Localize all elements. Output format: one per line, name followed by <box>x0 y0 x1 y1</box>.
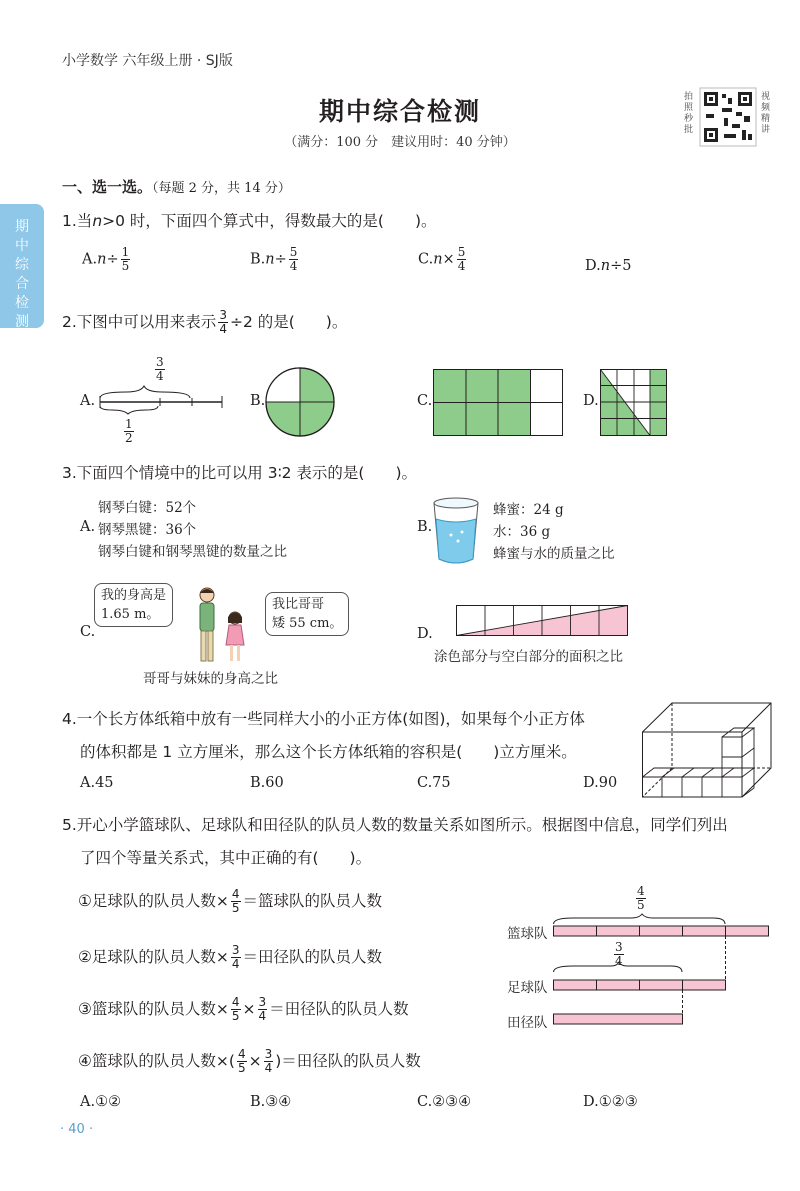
q5-line1 <box>62 813 728 835</box>
q5-eq3-frac1 <box>231 996 241 1023</box>
q5-eq1-frac <box>231 888 241 915</box>
q4-option-b[interactable]: B.60 <box>250 775 284 791</box>
q1-b-var: n <box>265 251 275 268</box>
question-3 <box>62 461 417 483</box>
q4-option-c[interactable]: C.75 <box>417 775 451 791</box>
q4-box-diagram <box>642 702 772 798</box>
qr-right-caption: 视频精讲 <box>761 92 771 135</box>
q3-c-bubble2-line2: 矮 55 cm。 <box>272 616 343 631</box>
q1-text-a: 当 <box>76 212 93 230</box>
q5-bar-frac-top <box>636 885 646 912</box>
qr-left-caption: 拍照秒批 <box>684 92 694 135</box>
section-title: 一、选一选。 <box>62 178 153 196</box>
side-tab <box>0 204 44 328</box>
q1-c-op: × <box>442 251 455 268</box>
q5-option-a[interactable]: A.①② <box>80 1094 122 1110</box>
side-tab-label: 期中综合检测 <box>15 219 29 330</box>
q5-eq4-frac1 <box>237 1048 247 1075</box>
q5-equation-3 <box>78 996 409 1023</box>
q1-c-var: n <box>433 251 443 268</box>
q5-eq3-mid: × <box>242 1000 256 1018</box>
q2-a-bottom-num: 1 <box>125 417 133 431</box>
q5-eq4-num1: 4 <box>237 1047 246 1061</box>
section-heading <box>62 176 291 197</box>
q1-b-op: ÷ <box>274 251 287 268</box>
q5-bar-diagram <box>553 914 773 1026</box>
q1-c-prefix: C. <box>418 251 434 268</box>
q1-number: 1. <box>62 212 77 230</box>
q2-d-grid-diagram <box>600 369 668 437</box>
q5-eq3-b: ＝田径队的队员人数 <box>269 1000 409 1018</box>
question-1 <box>62 209 437 231</box>
q1-c-frac <box>457 246 467 273</box>
q3-label-d[interactable]: D. <box>417 626 433 642</box>
q5-bar-frac1-den: 5 <box>637 898 645 912</box>
q5-eq4-mid: × <box>248 1052 262 1070</box>
q2-a-line-diagram <box>96 384 226 414</box>
q5-eq2-num: 3 <box>231 943 240 957</box>
q5-eq3-num2: 3 <box>258 995 267 1009</box>
q5-equation-2 <box>78 944 382 971</box>
book-title: 小学数学 六年级上册 · SJ版 <box>62 53 233 69</box>
q1-option-b[interactable] <box>250 246 300 273</box>
q5-equation-4 <box>78 1048 421 1075</box>
q2-a-top-den: 4 <box>156 369 164 383</box>
q3-c-bubble1-line1: 我的身高是 <box>101 588 167 603</box>
children-icon <box>182 585 262 669</box>
q1-b-frac <box>289 246 299 273</box>
q3-d-caption: 涂色部分与空白部分的面积之比 <box>434 649 623 665</box>
q1-a-frac <box>121 246 131 273</box>
q2-frac-den: 4 <box>219 322 227 336</box>
q1-a-var: n <box>97 251 107 268</box>
q3-number: 3. <box>62 464 77 482</box>
q1-d-var: n <box>600 258 611 274</box>
q4-number: 4. <box>62 710 77 728</box>
q3-b-line3: 蜂蜜与水的质量之比 <box>493 546 615 562</box>
q1-option-c[interactable] <box>418 246 468 273</box>
q3-b-line1: 蜂蜜：24 g <box>493 502 564 518</box>
q3-c-bubble-sister <box>265 592 349 636</box>
q2-label-b[interactable]: B. <box>250 393 266 409</box>
q5-eq4-a: ④篮球队的队员人数×( <box>78 1052 235 1070</box>
q2-label-d[interactable]: D. <box>583 393 599 409</box>
q3-a-line3: 钢琴白键和钢琴黑键的数量之比 <box>98 544 287 560</box>
q2-a-top-num: 3 <box>156 355 164 369</box>
q2-label-c[interactable]: C. <box>417 393 433 409</box>
q3-b-line2: 水：36 g <box>493 524 551 540</box>
q3-a-line1: 钢琴白键：52个 <box>98 500 197 516</box>
q4-option-d[interactable]: D.90 <box>583 775 618 791</box>
q3-label-c[interactable]: C. <box>80 624 96 640</box>
q1-c-num: 5 <box>457 245 466 259</box>
q5-eq3-a: ③篮球队的队员人数× <box>78 1000 229 1018</box>
page-number-value: 40 <box>68 1122 85 1137</box>
page-number: · 40 · <box>60 1122 94 1137</box>
q1-a-num: 1 <box>121 245 130 259</box>
q5-bar-frac2-den: 4 <box>615 954 623 968</box>
q1-var: n <box>92 212 103 230</box>
q5-option-c[interactable]: C.②③④ <box>417 1094 472 1110</box>
q1-d-rest: ÷5 <box>610 258 632 274</box>
glass-icon <box>431 497 481 567</box>
q5-bar-frac2-num: 3 <box>615 940 623 954</box>
q1-option-d[interactable] <box>585 258 631 274</box>
q5-eq1-num: 4 <box>231 887 240 901</box>
q5-eq2-a: ②足球队的队员人数× <box>78 948 229 966</box>
q5-eq4-den2: 4 <box>264 1061 273 1075</box>
q2-b-circle-diagram <box>265 367 335 437</box>
bar-label-football: 足球队 <box>507 980 548 996</box>
q1-b-den: 4 <box>289 259 298 273</box>
q2-text-a: 下图中可以用来表示 <box>76 313 217 331</box>
q2-a-bottom-den: 2 <box>125 431 133 445</box>
q5-eq2-den: 4 <box>231 957 240 971</box>
q5-eq4-den1: 5 <box>237 1061 246 1075</box>
q3-c-bubble-brother <box>94 583 173 627</box>
q5-bar-frac1-num: 4 <box>637 884 645 898</box>
q5-number: 5. <box>62 816 77 834</box>
bar-label-track: 田径队 <box>507 1015 548 1031</box>
q1-option-a[interactable] <box>82 246 132 273</box>
q5-eq2-b: ＝田径队的队员人数 <box>242 948 383 966</box>
q2-number: 2. <box>62 313 77 331</box>
q3-d-bar-diagram <box>456 605 630 637</box>
q2-a-top-frac <box>155 356 165 383</box>
q2-text-b: ÷2 的是( )。 <box>229 313 348 331</box>
q2-c-grid-diagram <box>433 369 565 437</box>
qr-code-icon[interactable] <box>700 88 756 146</box>
q2-a-bottom-frac <box>124 418 134 445</box>
q2-label-a[interactable]: A. <box>80 393 96 409</box>
q1-a-den: 5 <box>121 259 130 273</box>
q4-option-a[interactable]: A.45 <box>80 775 114 791</box>
page-title: 期中综合检测 <box>318 97 481 126</box>
q3-a-line2: 钢琴黑键：36个 <box>98 522 197 538</box>
q5-eq3-frac2 <box>258 996 268 1023</box>
q1-b-num: 5 <box>289 245 298 259</box>
q5-option-d[interactable]: D.①②③ <box>583 1094 638 1110</box>
bar-label-basketball: 篮球队 <box>507 926 548 942</box>
q1-c-den: 4 <box>457 259 466 273</box>
section-note: （每题 2 分，共 14 分） <box>152 181 291 196</box>
q4-line2: 的体积都是 1 立方厘米，那么这个长方体纸箱的容积是( )立方厘米。 <box>80 743 577 761</box>
q3-label-b[interactable]: B. <box>417 519 433 535</box>
q5-eq1-den: 5 <box>231 901 240 915</box>
q2-frac-num: 3 <box>219 308 227 322</box>
q3-label-a[interactable]: A. <box>80 519 96 535</box>
q1-d-prefix: D. <box>585 258 601 274</box>
q3-text: 下面四个情境中的比可以用 3∶2 表示的是( )。 <box>76 464 418 482</box>
q1-a-op: ÷ <box>106 251 119 268</box>
q3-c-bubble1-line2: 1.65 m。 <box>101 607 160 622</box>
q5-eq4-num2: 3 <box>264 1047 273 1061</box>
page-subtitle: （满分：100 分 建议用时：40 分钟） <box>284 135 516 150</box>
q5-eq4-frac2 <box>264 1048 274 1075</box>
q4-line1 <box>62 707 585 729</box>
q5-eq1-a: ①足球队的队员人数× <box>78 892 229 910</box>
q5-option-b[interactable]: B.③④ <box>250 1094 292 1110</box>
question-2 <box>62 309 347 336</box>
q3-c-caption: 哥哥与妹妹的身高之比 <box>143 671 278 687</box>
q5-text-line1: 开心小学篮球队、足球队和田径队的队员人数的数量关系如图所示。根据图中信息，同学们列出 <box>76 816 728 834</box>
q5-equation-1 <box>78 888 382 915</box>
q2-frac <box>218 309 228 336</box>
q5-eq3-den1: 5 <box>231 1009 240 1023</box>
q5-eq3-den2: 4 <box>258 1009 267 1023</box>
q5-line2: 了四个等量关系式，其中正确的有( )。 <box>80 849 372 867</box>
q1-a-prefix: A. <box>82 251 98 268</box>
qr-block[interactable] <box>684 88 774 148</box>
q3-c-bubble2-line1: 我比哥哥 <box>272 597 325 612</box>
q5-eq1-b: ＝篮球队的队员人数 <box>242 892 383 910</box>
q1-text-b: >0 时，下面四个算式中，得数最大的是( )。 <box>102 212 437 230</box>
q1-b-prefix: B. <box>250 251 266 268</box>
q5-eq2-frac <box>231 944 241 971</box>
q4-text-line1: 一个长方体纸箱中放有一些同样大小的小正方体(如图)，如果每个小正方体 <box>76 710 585 728</box>
q5-eq4-b: )＝田径队的队员人数 <box>275 1052 421 1070</box>
q5-eq3-num1: 4 <box>231 995 240 1009</box>
